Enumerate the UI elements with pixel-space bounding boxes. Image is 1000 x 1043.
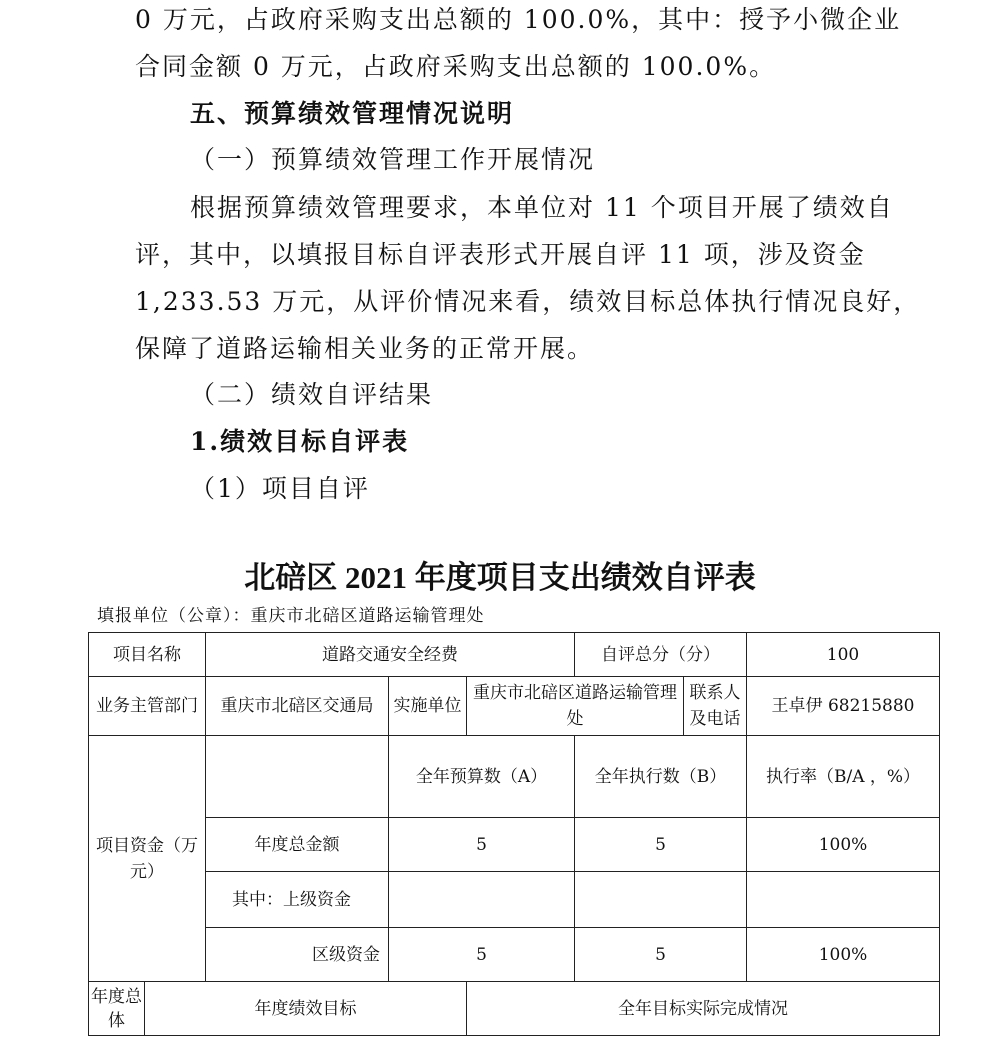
table-row <box>89 928 940 982</box>
impl-label: 实施单位 <box>389 677 467 736</box>
empty-cell <box>206 736 389 818</box>
section-heading: 五、预算绩效管理情况说明 <box>190 99 515 128</box>
dept-value: 重庆市北碚区交通局 <box>206 677 389 736</box>
contact-label: 联系人及电话 <box>684 677 747 736</box>
subsection-heading: 1.绩效目标自评表 <box>190 427 410 456</box>
impl-value: 重庆市北碚区道路运输管理处 <box>467 677 684 736</box>
table-row <box>89 982 940 1036</box>
dept-label: 业务主管部门 <box>89 677 206 736</box>
paragraph-line: 评，其中，以填报目标自评表形式开展自评 11 项，涉及资金 <box>135 240 866 269</box>
goal-header: 年度绩效目标 <box>145 982 467 1036</box>
fund-row-label: 其中：上级资金 <box>206 872 389 928</box>
subsection-heading: （二）绩效自评结果 <box>190 380 434 409</box>
table-row <box>89 818 940 872</box>
paragraph-line: 0 万元，占政府采购支出总额的 100.0%，其中：授予小微企业 <box>135 5 902 34</box>
fund-row-exec: 5 <box>575 928 747 982</box>
filing-unit: 填报单位（公章）：重庆市北碚区道路运输管理处 <box>97 606 485 626</box>
table-row <box>89 872 940 928</box>
budget-header: 全年预算数（A） <box>389 736 575 818</box>
subsection-heading: （1）项目自评 <box>190 474 370 503</box>
fund-row-rate: 100% <box>747 928 940 982</box>
fund-row-label: 年度总金额 <box>206 818 389 872</box>
fund-row-exec: 5 <box>575 818 747 872</box>
rate-header: 执行率（B/A ，%） <box>747 736 940 818</box>
fund-row-exec <box>575 872 747 928</box>
paragraph-line: 根据预算绩效管理要求，本单位对 11 个项目开展了绩效自 <box>190 193 894 222</box>
paragraph-line: 1,233.53 万元，从评价情况来看，绩效目标总体执行情况良好， <box>135 287 921 316</box>
funds-label: 项目资金（万元） <box>89 736 206 982</box>
exec-header: 全年执行数（B） <box>575 736 747 818</box>
performance-table <box>88 632 940 1036</box>
fund-row-budget <box>389 872 575 928</box>
fund-row-budget: 5 <box>389 818 575 872</box>
fund-row-rate: 100% <box>747 818 940 872</box>
project-name-label: 项目名称 <box>89 633 206 677</box>
table-row <box>89 736 940 818</box>
score-value: 100 <box>747 633 940 677</box>
subsection-heading: （一）预算绩效管理工作开展情况 <box>190 145 596 174</box>
table-row <box>89 677 940 736</box>
fund-row-budget: 5 <box>389 928 575 982</box>
score-label: 自评总分（分） <box>575 633 747 677</box>
paragraph-line: 合同金额 0 万元，占政府采购支出总额的 100.0%。 <box>135 52 777 81</box>
paragraph-line: 保障了道路运输相关业务的正常开展。 <box>135 334 595 363</box>
project-name-value: 道路交通安全经费 <box>206 633 575 677</box>
fund-row-label: 区级资金 <box>206 928 389 982</box>
contact-value: 王卓伊 68215880 <box>747 677 940 736</box>
table-title: 北碚区 2021 年度项目支出绩效自评表 <box>244 560 756 595</box>
completion-header: 全年目标实际完成情况 <box>467 982 940 1036</box>
table-row <box>89 633 940 677</box>
fund-row-rate <box>747 872 940 928</box>
overall-label: 年度总体 <box>89 982 145 1036</box>
